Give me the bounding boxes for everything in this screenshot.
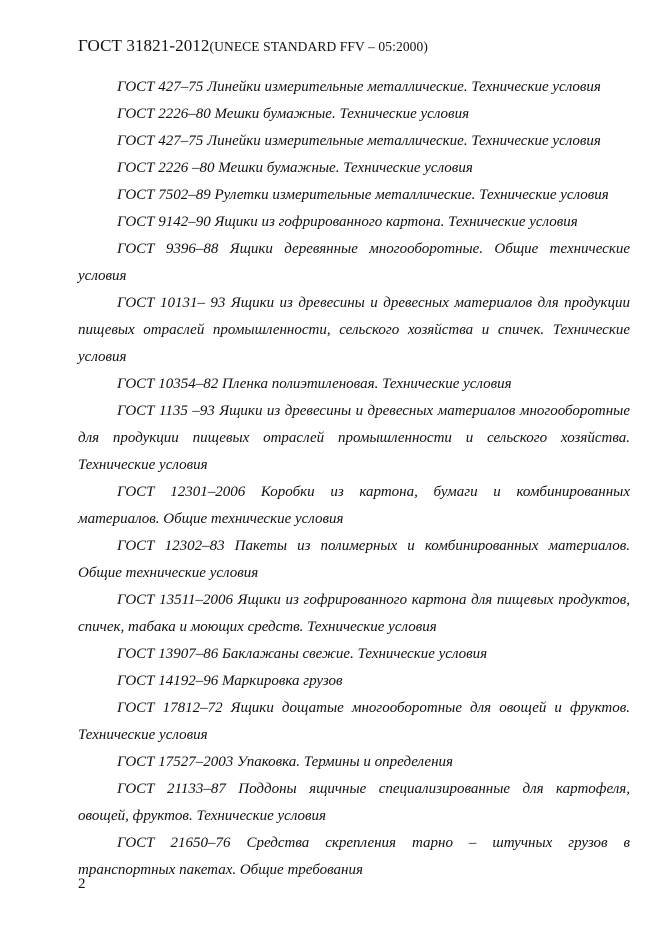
- reference-item: ГОСТ 12302–83 Пакеты из полимерных и комбинированных материалов. Общие технические условия: [78, 538, 630, 581]
- reference-item: ГОСТ 9142–90 Ящики из гофрированного картона. Технические условия: [117, 214, 578, 230]
- reference-item: ГОСТ 10131– 93 Ящики из древесины и древесных материалов для продукции пищевых отраслей промышленности, сельского хозяйства и спичек. Технические условия: [78, 295, 630, 365]
- page-number: 2: [78, 876, 86, 892]
- reference-item: ГОСТ 17812–72 Ящики дощатые многооборотные для овощей и фруктов. Технические условия: [78, 700, 630, 743]
- reference-item: ГОСТ 7502–89 Рулетки измерительные металлические. Технические условия: [117, 187, 609, 203]
- reference-item: ГОСТ 17527–2003 Упаковка. Термины и определения: [117, 754, 453, 770]
- page-header: [78, 36, 428, 56]
- reference-item: ГОСТ 9396–88 Ящики деревянные многооборотные. Общие технические условия: [78, 241, 630, 284]
- reference-item: ГОСТ 2226–80 Мешки бумажные. Технические условия: [117, 106, 470, 122]
- header-unece-standard: (UNECE STANDARD FFV – 05:2000): [209, 39, 428, 54]
- reference-item: ГОСТ 21133–87 Поддоны ящичные специализированные для картофеля, овощей, фруктов. Технические условия: [78, 781, 630, 824]
- reference-item: ГОСТ 14192–96 Маркировка грузов: [117, 673, 343, 689]
- reference-item: ГОСТ 13511–2006 Ящики из гофрированного картона для пищевых продуктов, спичек, табака и моющих средств. Технические условия: [78, 592, 630, 635]
- references-list: [78, 74, 630, 884]
- header-gost-number: ГОСТ 31821-2012: [78, 36, 210, 55]
- reference-item: ГОСТ 427–75 Линейки измерительные металлические. Технические условия: [117, 133, 601, 149]
- reference-item: ГОСТ 1135 –93 Ящики из древесины и древесных материалов многооборотные для продукции пищевых отраслей промышленности и сельского хозяйства. Технические условия: [78, 403, 630, 473]
- reference-item: ГОСТ 10354–82 Пленка полиэтиленовая. Технические условия: [117, 376, 512, 392]
- reference-item: ГОСТ 21650–76 Средства скрепления тарно – штучных грузов в транспортных пакетах. Общие требования: [78, 835, 630, 878]
- reference-item: ГОСТ 12301–2006 Коробки из картона, бумаги и комбинированных материалов. Общие технические условия: [78, 484, 630, 527]
- reference-item: ГОСТ 13907–86 Баклажаны свежие. Технические условия: [117, 646, 488, 662]
- reference-item: ГОСТ 2226 –80 Мешки бумажные. Технические условия: [117, 160, 473, 176]
- reference-item: ГОСТ 427–75 Линейки измерительные металлические. Технические условия: [117, 79, 601, 95]
